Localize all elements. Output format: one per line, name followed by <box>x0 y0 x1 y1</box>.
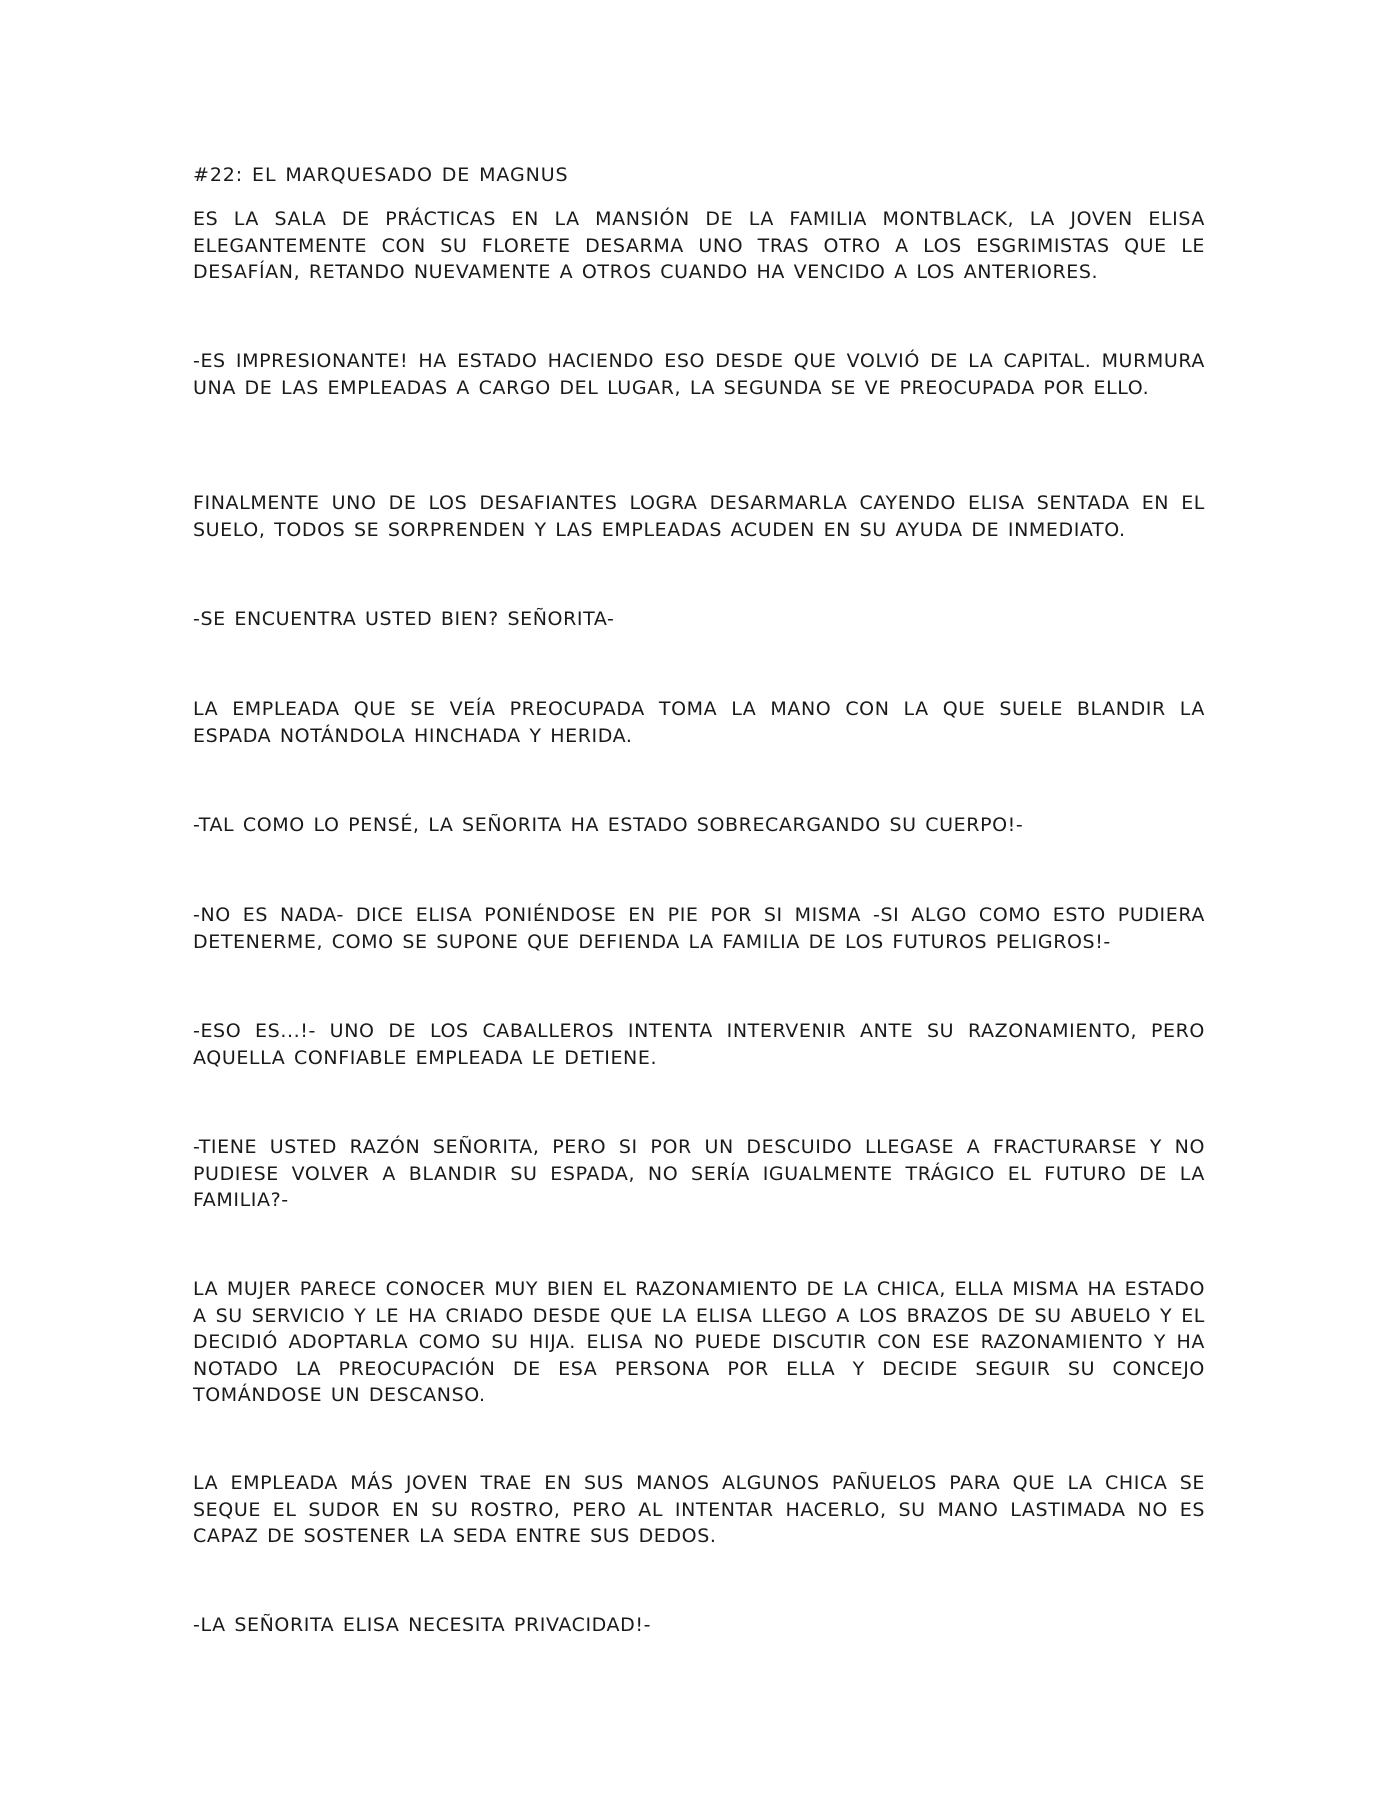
paragraph-8: -ESO ES...!- UNO DE LOS CABALLEROS INTENTA INTERVENIR ANTE SU RAZONAMIENTO, PERO AQUELLA CONFIABLE EMPLEADA LE DETIENE. <box>193 1020 1205 1069</box>
paragraph-3: FINALMENTE UNO DE LOS DESAFIANTES LOGRA DESARMARLA CAYENDO ELISA SENTADA EN EL SUELO, TODOS SE SORPRENDEN Y LAS EMPLEADAS ACUDEN EN SU AYUDA DE INMEDIATO. <box>193 492 1205 541</box>
paragraph-6: -TAL COMO LO PENSÉ, LA SEÑORITA HA ESTADO SOBRECARGANDO SU CUERPO!- <box>193 814 1024 836</box>
paragraph-7: -NO ES NADA- DICE ELISA PONIÉNDOSE EN PIE POR SI MISMA -SI ALGO COMO ESTO PUDIERA DETENERME, COMO SE SUPONE QUE DEFIENDA LA FAMILIA DE LOS FUTUROS PELIGROS!- <box>193 904 1205 953</box>
paragraph-5: LA EMPLEADA QUE SE VEÍA PREOCUPADA TOMA LA MANO CON LA QUE SUELE BLANDIR LA ESPADA NOTÁNDOLA HINCHADA Y HERIDA. <box>193 698 1205 747</box>
paragraph-9: -TIENE USTED RAZÓN SEÑORITA, PERO SI POR UN DESCUIDO LLEGASE A FRACTURARSE Y NO PUDIESE VOLVER A BLANDIR SU ESPADA, NO SERÍA IGUALMENTE TRÁGICO EL FUTURO DE LA FAMILIA?- <box>193 1136 1205 1211</box>
paragraph-12: -LA SEÑORITA ELISA NECESITA PRIVACIDAD!- <box>193 1614 652 1636</box>
chapter-title: #22: EL MARQUESADO DE MAGNUS <box>193 164 569 186</box>
paragraph-10: LA MUJER PARECE CONOCER MUY BIEN EL RAZONAMIENTO DE LA CHICA, ELLA MISMA HA ESTADO A SU SERVICIO Y LE HA CRIADO DESDE QUE LA ELISA LLEGO A LOS BRAZOS DE SU ABUELO Y EL DECIDIÓ ADOPTARLA COMO SU HIJA. ELISA NO PUEDE DISCUTIR CON ESE RAZONAMIENTO Y HA NOTADO LA PREOCUPACIÓN DE ESA PERSONA POR ELLA Y DECIDE SEGUIR SU CONCEJO TOMÁNDOSE UN DESCANSO. <box>193 1278 1205 1406</box>
paragraph-11: LA EMPLEADA MÁS JOVEN TRAE EN SUS MANOS ALGUNOS PAÑUELOS PARA QUE LA CHICA SE SEQUE EL SUDOR EN SU ROSTRO, PERO AL INTENTAR HACERLO, SU MANO LASTIMADA NO ES CAPAZ DE SOSTENER LA SEDA ENTRE SUS DEDOS. <box>193 1472 1205 1547</box>
paragraph-4: -SE ENCUENTRA USTED BIEN? SEÑORITA- <box>193 608 615 630</box>
paragraph-2: -ES IMPRESIONANTE! HA ESTADO HACIENDO ESO DESDE QUE VOLVIÓ DE LA CAPITAL. MURMURA UNA DE LAS EMPLEADAS A CARGO DEL LUGAR, LA SEGUNDA SE VE PREOCUPADA POR ELLO. <box>193 350 1205 399</box>
paragraph-1: ES LA SALA DE PRÁCTICAS EN LA MANSIÓN DE LA FAMILIA MONTBLACK, LA JOVEN ELISA ELEGANTEMENTE CON SU FLORETE DESARMA UNO TRAS OTRO A LOS ESGRIMISTAS QUE LE DESAFÍAN, RETANDO NUEVAMENTE A OTROS CUANDO HA VENCIDO A LOS ANTERIORES. <box>193 208 1205 283</box>
